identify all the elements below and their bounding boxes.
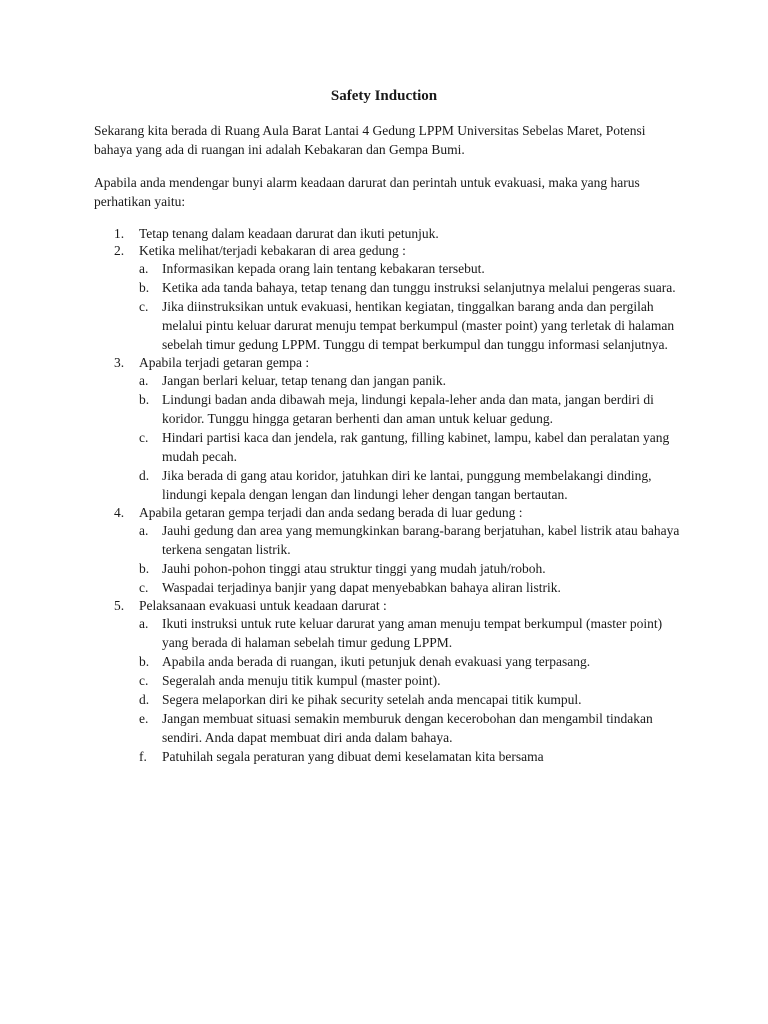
list-item <box>94 354 684 504</box>
sub-list-item <box>139 578 684 597</box>
sub-item-text: Jika diinstruksikan untuk evakuasi, hentikan kegiatan, tinggalkan barang anda dan pergilah melalui pintu keluar darurat menuju tempat berkumpul (master point) yang terletak di halaman sebelah timur gedung LPPM. Tunggu di tempat berkumpul dan tunggu informasi selanjutnya. <box>162 299 675 352</box>
sub-item-text: Jauhi pohon-pohon tinggi atau struktur tinggi yang mudah jatuh/roboh. <box>162 561 546 576</box>
sub-list-item <box>139 747 684 766</box>
sub-item-text: Apabila anda berada di ruangan, ikuti petunjuk denah evakuasi yang terpasang. <box>162 654 591 669</box>
list-item-number: 3. <box>114 355 125 370</box>
sub-item-letter: c. <box>139 430 149 445</box>
sub-item-text: Jangan berlari keluar, tetap tenang dan jangan panik. <box>162 373 446 388</box>
sub-item-text: Ikuti instruksi untuk rute keluar darurat yang aman menuju tempat berkumpul (master point) yang berada di halaman sebelah timur gedung LPPM. <box>162 616 663 650</box>
sub-list-item <box>139 614 684 652</box>
list-item <box>94 504 684 597</box>
list-item-text: Tetap tenang dalam keadaan darurat dan ikuti petunjuk. <box>139 226 439 241</box>
sub-list-item <box>139 652 684 671</box>
sub-item-letter: a. <box>139 373 149 388</box>
sub-list <box>139 259 684 354</box>
sub-item-letter: e. <box>139 711 149 726</box>
sub-item-letter: c. <box>139 580 149 595</box>
sub-item-text: Jangan membuat situasi semakin memburuk dengan kecerobohan dan mengambil tindakan sendiri. Anda dapat membuat diri anda dalam bahaya. <box>162 711 653 745</box>
intro-paragraph: Sekarang kita berada di Ruang Aula Barat Lantai 4 Gedung LPPM Universitas Sebelas Maret, Potensi bahaya yang ada di ruangan ini adalah Kebakaran dan Gempa Bumi. <box>94 123 646 157</box>
sub-list-item <box>139 466 684 504</box>
sub-list-item <box>139 259 684 278</box>
sub-item-text: Informasikan kepada orang lain tentang kebakaran tersebut. <box>162 261 485 276</box>
sub-item-letter: b. <box>139 280 150 295</box>
sub-item-letter: b. <box>139 654 150 669</box>
list-item <box>94 242 684 354</box>
sub-list-item <box>139 709 684 747</box>
instruction-list <box>94 225 684 766</box>
sub-list <box>139 371 684 504</box>
list-item-number: 2. <box>114 243 125 258</box>
sub-list-item <box>139 428 684 466</box>
sub-list <box>139 614 684 766</box>
list-item-text: Apabila terjadi getaran gempa : <box>139 355 310 370</box>
list-item-number: 4. <box>114 505 125 520</box>
sub-list-item <box>139 278 684 297</box>
sub-item-letter: a. <box>139 261 149 276</box>
sub-list-item <box>139 690 684 709</box>
sub-item-text: Lindungi badan anda dibawah meja, lindungi kepala-leher anda dan mata, jangan berdiri di koridor. Tunggu hingga getaran berhenti dan aman untuk keluar gedung. <box>162 392 654 426</box>
sub-item-text: Jika berada di gang atau koridor, jatuhkan diri ke lantai, punggung membelakangi dinding, lindungi kepala dengan lengan dan lindungi leher dengan tangan bertautan. <box>162 468 652 502</box>
sub-item-letter: c. <box>139 673 149 688</box>
list-item-text: Pelaksanaan evakuasi untuk keadaan darurat : <box>139 598 387 613</box>
lead-paragraph: Apabila anda mendengar bunyi alarm keadaan darurat dan perintah untuk evakuasi, maka yang harus perhatikan yaitu: <box>94 175 640 209</box>
sub-item-letter: d. <box>139 692 150 707</box>
list-item-number: 1. <box>114 226 125 241</box>
sub-list-item <box>139 559 684 578</box>
list-item <box>94 225 684 242</box>
sub-item-text: Patuhilah segala peraturan yang dibuat demi keselamatan kita bersama <box>162 749 544 764</box>
sub-list-item <box>139 297 684 354</box>
sub-item-letter: c. <box>139 299 149 314</box>
sub-item-text: Ketika ada tanda bahaya, tetap tenang dan tunggu instruksi selanjutnya melalui pengeras suara. <box>162 280 676 295</box>
sub-list-item <box>139 671 684 690</box>
sub-list-item <box>139 390 684 428</box>
list-item <box>94 597 684 766</box>
sub-item-letter: a. <box>139 523 149 538</box>
sub-item-letter: a. <box>139 616 149 631</box>
document-title: Safety Induction <box>330 88 438 104</box>
sub-item-text: Segera melaporkan diri ke pihak security setelah anda mencapai titik kumpul. <box>162 692 582 707</box>
sub-list <box>139 521 684 597</box>
list-item-text: Ketika melihat/terjadi kebakaran di area gedung : <box>139 243 406 258</box>
sub-item-text: Hindari partisi kaca dan jendela, rak gantung, filling kabinet, lampu, kabel dan peralatan yang mudah pecah. <box>162 430 670 464</box>
list-item-text: Apabila getaran gempa terjadi dan anda sedang berada di luar gedung : <box>139 505 523 520</box>
document-body <box>94 121 684 766</box>
sub-item-letter: b. <box>139 561 150 576</box>
sub-item-text: Segeralah anda menuju titik kumpul (master point). <box>162 673 441 688</box>
sub-item-text: Waspadai terjadinya banjir yang dapat menyebabkan bahaya aliran listrik. <box>162 580 561 595</box>
list-item-number: 5. <box>114 598 125 613</box>
sub-list-item <box>139 371 684 390</box>
sub-item-letter: f. <box>139 749 147 764</box>
sub-list-item <box>139 521 684 559</box>
sub-item-text: Jauhi gedung dan area yang memungkinkan barang-barang berjatuhan, kabel listrik atau bahaya terkena sengatan listrik. <box>162 523 680 557</box>
sub-item-letter: d. <box>139 468 150 483</box>
sub-item-letter: b. <box>139 392 150 407</box>
